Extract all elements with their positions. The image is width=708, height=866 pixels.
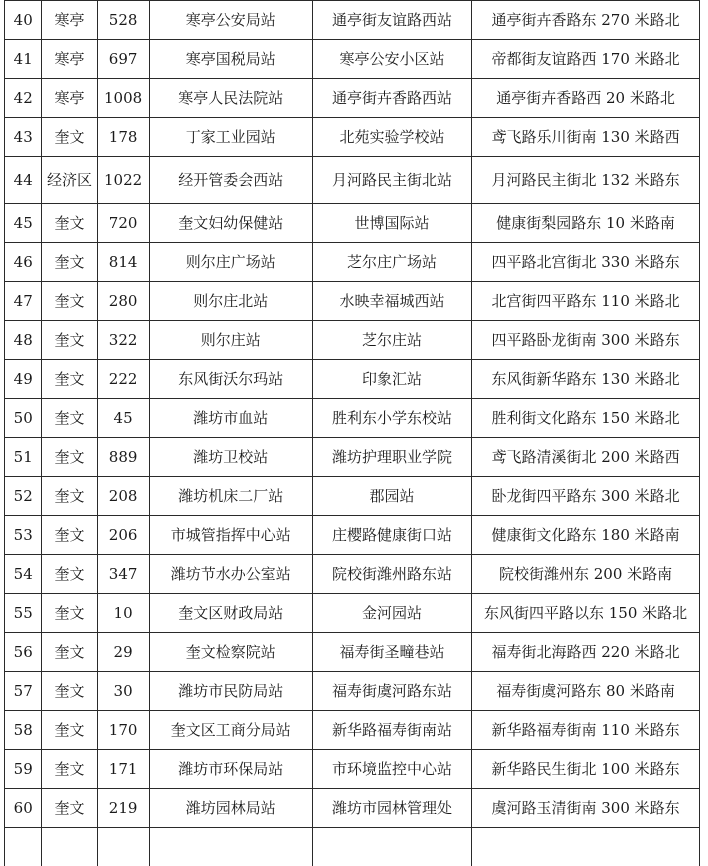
station-number-cell: 29: [97, 633, 149, 672]
table-row: [5, 243, 700, 282]
district-cell: [42, 828, 97, 866]
nearby-station-cell: 世博国际站: [312, 204, 471, 243]
station-name-cell: 奎文妇幼保健站: [149, 204, 312, 243]
location-cell: 通亭街卉香路东 270 米路北: [472, 1, 700, 40]
row-number-cell: 46: [5, 243, 42, 282]
location-cell: 鸢飞路乐川街南 130 米路西: [472, 118, 700, 157]
location-cell: 北宫街四平路东 110 米路北: [472, 282, 700, 321]
nearby-station-cell: 潍坊护理职业学院: [312, 438, 471, 477]
station-number-cell: 208: [97, 477, 149, 516]
row-number-cell: 45: [5, 204, 42, 243]
station-name-cell: 奎文区财政局站: [149, 594, 312, 633]
nearby-station-cell: 水映幸福城西站: [312, 282, 471, 321]
nearby-station-cell: 芝尔庄广场站: [312, 243, 471, 282]
nearby-station-cell: 院校街潍州路东站: [312, 555, 471, 594]
district-cell: 奎文: [42, 672, 97, 711]
district-cell: 奎文: [42, 321, 97, 360]
row-number-cell: 50: [5, 399, 42, 438]
nearby-station-cell: 福寿街虞河路东站: [312, 672, 471, 711]
station-name-cell: 潍坊市环保局站: [149, 750, 312, 789]
district-cell: 奎文: [42, 118, 97, 157]
nearby-station-cell: 芝尔庄站: [312, 321, 471, 360]
station-number-cell: 528: [97, 1, 149, 40]
table-row: [5, 1, 700, 40]
station-name-cell: 潍坊卫校站: [149, 438, 312, 477]
table-row: [5, 516, 700, 555]
row-number-cell: 44: [5, 157, 42, 204]
row-number-cell: 48: [5, 321, 42, 360]
row-number-cell: 53: [5, 516, 42, 555]
table-row-partial: [5, 828, 700, 866]
station-name-cell: 则尔庄北站: [149, 282, 312, 321]
location-cell: 院校街潍州东 200 米路南: [472, 555, 700, 594]
row-number-cell: 58: [5, 711, 42, 750]
district-cell: 奎文: [42, 633, 97, 672]
location-cell: 虞河路玉清街南 300 米路东: [472, 789, 700, 828]
nearby-station-cell: 潍坊市园林管理处: [312, 789, 471, 828]
station-name-cell: 潍坊节水办公室站: [149, 555, 312, 594]
location-cell: 健康街梨园路东 10 米路南: [472, 204, 700, 243]
district-cell: 奎文: [42, 243, 97, 282]
district-cell: 奎文: [42, 282, 97, 321]
location-cell: 东风街新华路东 130 米路北: [472, 360, 700, 399]
station-name-cell: 则尔庄站: [149, 321, 312, 360]
station-number-cell: 178: [97, 118, 149, 157]
table-row: [5, 711, 700, 750]
nearby-station-cell: 寒亭公安小区站: [312, 40, 471, 79]
station-name-cell: 潍坊市血站: [149, 399, 312, 438]
row-number-cell: 51: [5, 438, 42, 477]
station-number-cell: 170: [97, 711, 149, 750]
nearby-station-cell: 北苑实验学校站: [312, 118, 471, 157]
table-row: [5, 633, 700, 672]
location-cell: 健康街文化路东 180 米路南: [472, 516, 700, 555]
station-name-cell: 奎文区工商分局站: [149, 711, 312, 750]
district-cell: 奎文: [42, 555, 97, 594]
table-row: [5, 204, 700, 243]
station-number-cell: 720: [97, 204, 149, 243]
nearby-station-cell: 通亭街友谊路西站: [312, 1, 471, 40]
station-number-cell: 697: [97, 40, 149, 79]
nearby-station-cell: 胜利东小学东校站: [312, 399, 471, 438]
station-name-cell: 潍坊机床二厂站: [149, 477, 312, 516]
station-name-cell: [149, 828, 312, 866]
table-row: [5, 594, 700, 633]
row-number-cell: 41: [5, 40, 42, 79]
location-cell: 四平路卧龙街南 300 米路东: [472, 321, 700, 360]
nearby-station-cell: 郡园站: [312, 477, 471, 516]
table-row: [5, 399, 700, 438]
nearby-station-cell: 金河园站: [312, 594, 471, 633]
station-name-cell: 寒亭公安局站: [149, 1, 312, 40]
district-cell: 奎文: [42, 750, 97, 789]
table-row: [5, 321, 700, 360]
location-cell: 帝都街友谊路西 170 米路北: [472, 40, 700, 79]
district-cell: 奎文: [42, 204, 97, 243]
station-number-cell: 322: [97, 321, 149, 360]
station-name-cell: 寒亭人民法院站: [149, 79, 312, 118]
station-number-cell: 347: [97, 555, 149, 594]
row-number-cell: 54: [5, 555, 42, 594]
station-number-cell: 1008: [97, 79, 149, 118]
location-cell: 鸢飞路清溪街北 200 米路西: [472, 438, 700, 477]
district-cell: 寒亭: [42, 40, 97, 79]
nearby-station-cell: 庄樱路健康街口站: [312, 516, 471, 555]
nearby-station-cell: 印象汇站: [312, 360, 471, 399]
station-number-cell: 222: [97, 360, 149, 399]
station-name-cell: 东风街沃尔玛站: [149, 360, 312, 399]
row-number-cell: 59: [5, 750, 42, 789]
table-row: [5, 672, 700, 711]
table-row: [5, 40, 700, 79]
row-number-cell: 43: [5, 118, 42, 157]
row-number-cell: 56: [5, 633, 42, 672]
district-cell: 奎文: [42, 477, 97, 516]
station-name-cell: 奎文检察院站: [149, 633, 312, 672]
location-cell: 东风街四平路以东 150 米路北: [472, 594, 700, 633]
location-cell: 月河路民主街北 132 米路东: [472, 157, 700, 204]
station-number-cell: 45: [97, 399, 149, 438]
table-row: [5, 282, 700, 321]
station-table-body: [5, 1, 700, 866]
location-cell: 福寿街虞河路东 80 米路南: [472, 672, 700, 711]
table-row: [5, 118, 700, 157]
location-cell: 四平路北宫街北 330 米路东: [472, 243, 700, 282]
station-name-cell: 寒亭国税局站: [149, 40, 312, 79]
location-cell: 卧龙街四平路东 300 米路北: [472, 477, 700, 516]
location-cell: 新华路民生街北 100 米路东: [472, 750, 700, 789]
station-name-cell: 潍坊市民防局站: [149, 672, 312, 711]
station-number-cell: 889: [97, 438, 149, 477]
location-cell: 福寿街北海路西 220 米路北: [472, 633, 700, 672]
table-row: [5, 438, 700, 477]
station-number-cell: 10: [97, 594, 149, 633]
station-name-cell: 市城管指挥中心站: [149, 516, 312, 555]
station-number-cell: 1022: [97, 157, 149, 204]
row-number-cell: 57: [5, 672, 42, 711]
district-cell: 奎文: [42, 711, 97, 750]
location-cell: 胜利街文化路东 150 米路北: [472, 399, 700, 438]
table-row: [5, 360, 700, 399]
station-number-cell: 206: [97, 516, 149, 555]
table-row: [5, 157, 700, 204]
table-row: [5, 477, 700, 516]
station-number-cell: 171: [97, 750, 149, 789]
station-name-cell: 经开管委会西站: [149, 157, 312, 204]
station-name-cell: 则尔庄广场站: [149, 243, 312, 282]
row-number-cell: 42: [5, 79, 42, 118]
station-number-cell: 814: [97, 243, 149, 282]
station-number-cell: 219: [97, 789, 149, 828]
nearby-station-cell: 市环境监控中心站: [312, 750, 471, 789]
location-cell: 通亭街卉香路西 20 米路北: [472, 79, 700, 118]
station-name-cell: 潍坊园林局站: [149, 789, 312, 828]
district-cell: 寒亭: [42, 79, 97, 118]
table-row: [5, 555, 700, 594]
location-cell: [472, 828, 700, 866]
nearby-station-cell: 月河路民主街北站: [312, 157, 471, 204]
nearby-station-cell: 福寿街圣疃巷站: [312, 633, 471, 672]
row-number-cell: 47: [5, 282, 42, 321]
station-table: [4, 0, 700, 866]
district-cell: 奎文: [42, 360, 97, 399]
district-cell: 经济区: [42, 157, 97, 204]
table-row: [5, 750, 700, 789]
row-number-cell: 55: [5, 594, 42, 633]
station-number-cell: 30: [97, 672, 149, 711]
station-name-cell: 丁家工业园站: [149, 118, 312, 157]
location-cell: 新华路福寿街南 110 米路东: [472, 711, 700, 750]
station-number-cell: [97, 828, 149, 866]
district-cell: 奎文: [42, 594, 97, 633]
district-cell: 奎文: [42, 399, 97, 438]
table-row: [5, 79, 700, 118]
row-number-cell: [5, 828, 42, 866]
district-cell: 寒亭: [42, 1, 97, 40]
row-number-cell: 52: [5, 477, 42, 516]
nearby-station-cell: 通亭街卉香路西站: [312, 79, 471, 118]
nearby-station-cell: 新华路福寿街南站: [312, 711, 471, 750]
row-number-cell: 60: [5, 789, 42, 828]
row-number-cell: 40: [5, 1, 42, 40]
row-number-cell: 49: [5, 360, 42, 399]
station-number-cell: 280: [97, 282, 149, 321]
district-cell: 奎文: [42, 438, 97, 477]
district-cell: 奎文: [42, 789, 97, 828]
nearby-station-cell: [312, 828, 471, 866]
district-cell: 奎文: [42, 516, 97, 555]
table-row: [5, 789, 700, 828]
